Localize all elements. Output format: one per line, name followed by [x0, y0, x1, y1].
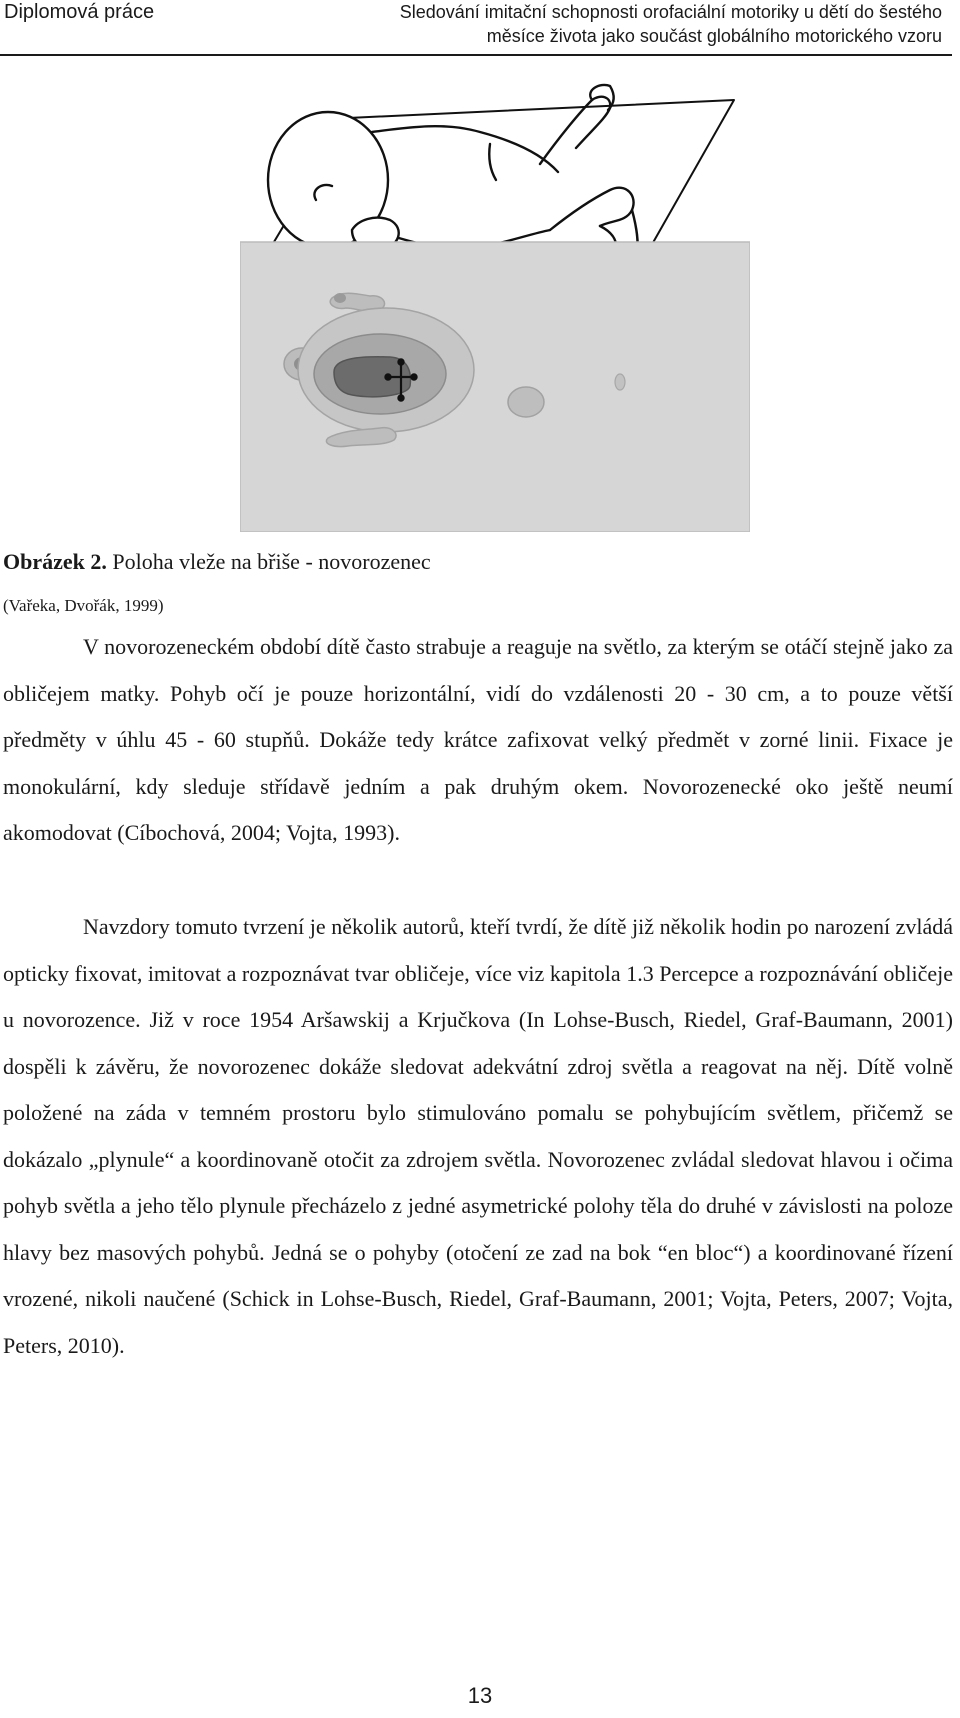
header-right-title: [400, 0, 942, 48]
figure-caption-label: Obrázek 2.: [3, 549, 107, 574]
header-rule: [0, 54, 952, 56]
body-paragraph-2: Navzdory tomuto tvrzení je několik autorů, kteří tvrdí, že dítě již několik hodin po narození zvládá opticky fixovat, imitovat a rozpoznávat tvar obličeje, více viz kapitola 1.3 Percepce a rozpoznávání obličeje u novorozence. Již v roce 1954 Aršawskij a Krjučkova (In Lohse-Busch, Riedel, Graf-Baumann, 2001) dospěli k závěru, že novorozenec dokáže sledovat adekvátní zdroj světla a reagovat na něj. Dítě volně položené na záda v temném prostoru bylo stimulováno pomalu se pohybujícím světlem, přičemž se dokázalo „plynule“ a koordinovaně otočit za zdrojem světla. Novorozenec zvládal sledovat hlavou i očima pohyb světla a jeho tělo plynule přecházelo z jedné asymetrické polohy těla do druhé v závislosti na poloze hlavy bez masových pohybů. Jedná se o pohyby (otočení ze zad na bok “en bloc“) a koordinované řízení vrozené, nikoli naučené (Schick in Lohse-Busch, Riedel, Graf-Baumann, 2001; Vojta, Peters, 2007; Vojta, Peters, 2010).: [3, 914, 953, 1358]
page-header: [0, 0, 960, 56]
header-right-line-1: Sledování imitační schopnosti orofaciální motoriky u dětí do šestého: [399, 2, 942, 22]
pressure-map: [240, 242, 750, 532]
header-right-line-2: měsíce života jako součást globálního motorického vzoru: [486, 26, 942, 46]
figure-caption: [3, 548, 431, 576]
header-left-title: Diplomová práce: [4, 1, 155, 23]
body-paragraph-1: V novorozeneckém období dítě často strabuje a reaguje na světlo, za kterým se otáčí stejně jako za obličejem matky. Pohyb očí je pouze horizontální, vidí do vzdálenosti 20 - 30 cm, a to pouze větší předměty v úhlu 45 - 60 stupňů. Dokáže tedy krátce zafixovat velký předmět v zorné linii. Fixace je monokulární, kdy sleduje střídavě jedním a pak druhým okem. Novorozenecké oko ještě neumí akomodovat (Cíbochová, 2004; Vojta, 1993).: [3, 634, 953, 845]
figure-caption-text: Poloha vleže na břiše - novorozenec: [112, 549, 431, 574]
figure-source: (Vařeka, Dvořák, 1999): [3, 596, 164, 615]
page-number: 13: [467, 1683, 493, 1708]
infant-prone-illustration: [240, 72, 750, 532]
figure-infant-prone: [240, 72, 750, 532]
